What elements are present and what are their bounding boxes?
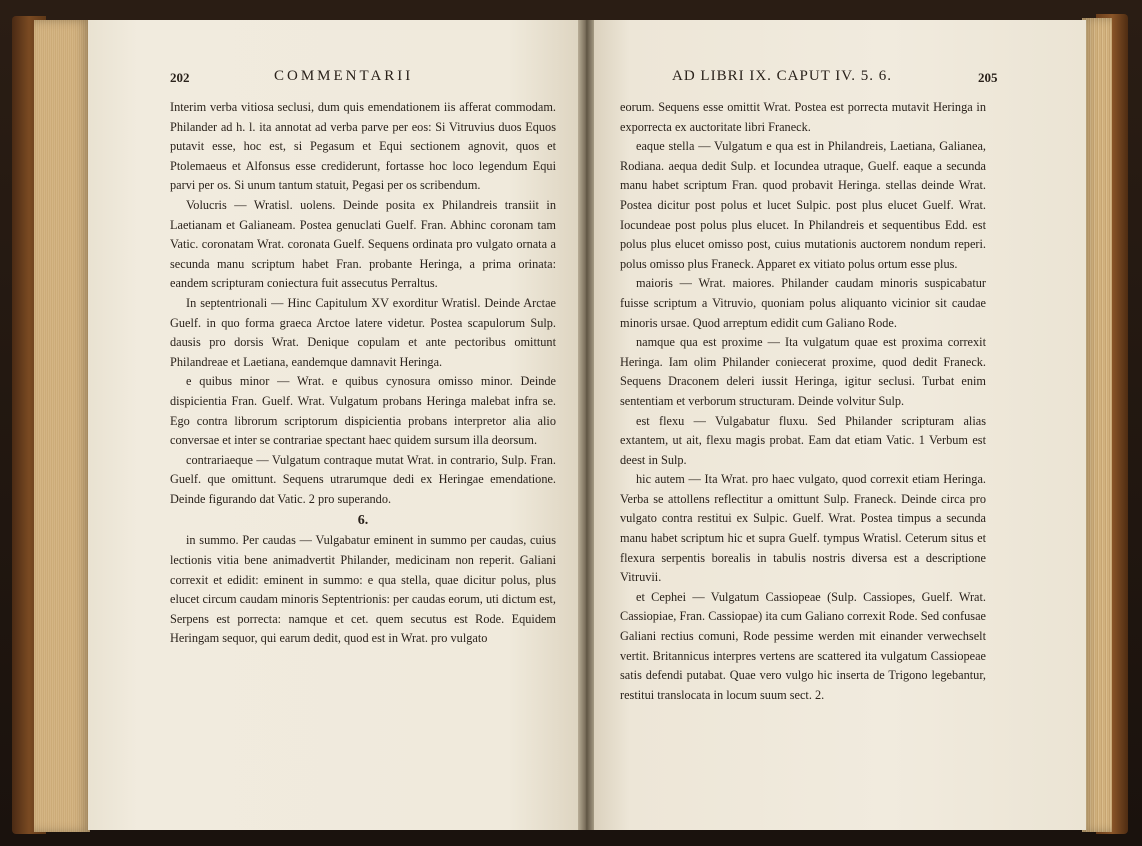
right-running-head: AD LIBRI IX. CAPUT IV. 5. 6.	[672, 68, 892, 84]
left-page-content	[170, 68, 556, 649]
left-page-header	[170, 68, 556, 90]
paragraph: eaque stella — Vulgatum e qua est in Philandreis, Laetiana, Galianea, Rodiana. aequa dedit Sulp. et Iocundea utraque, Guelf. eaque a secunda manu habet scriptum Fran. quod probavit Heringa. stellas deinde Wrat. Postea dicitur post polus et lucet Sulpic. post plus elucet Guelf. Wrat. Iocundeae post polus plus elucet. In Philandreis et sequentibus Edd. est polus plus elucet omisso post, cuius mutationis auctorem nondum reperi. polus omisso plus Franeck. Apparet ex vitiato polus ortum esse plus.	[620, 139, 986, 271]
paragraph: hic autem — Ita Wrat. pro haec vulgato, quod correxit etiam Heringa. Verba se attollens reflectitur a omittunt Sulp. Franeck. Deinde circa pro vulgato contra restitui ex Sulpic. Guelf. Wrat. Postea timpus a secunda manu habet scriptum hic et supra Guelf. tympus Wratisl. Ceterum situs et flexura serpentis borealis in tabulis nostris diversa est a descriptione Vitruvii.	[620, 472, 986, 585]
paragraph: in summo. Per caudas — Vulgabatur eminent in summo per caudas, cuius lectionis vitia bene animadvertit Philander, medicinam non reperit. Galiani correxit et edidit: eminent in summo: e qua stella, quae dicitur polus, plus elucet circum caudam minoris Septentrionis: per caudas eorum, uti dictum est, Serpens est porrecta: namque et cet. quem secutus est Rode. Equidem Heringam sequor, qui earum dedit, quod est in Wrat. pro vulgato	[170, 533, 556, 646]
paragraph: est flexu — Vulgabatur fluxu. Sed Philander scripturam alias extantem, ut ait, flexu magis probat. Eam dat etiam Vatic. 1 Verbum est deest in Sulp.	[620, 413, 986, 467]
paragraph: eorum. Sequens esse omittit Wrat. Postea est porrecta mutavit Heringa in exporrecta ex auctoritate libri Franeck.	[620, 100, 986, 134]
paragraph: maioris — Wrat. maiores. Philander caudam minoris suspicabatur fuisse scriptum a Vitruvio, quoniam polus aliquanto vicinior sit caudae minoris ursae. Quod arreptum edidit cum Galiano Rode.	[620, 276, 986, 330]
left-page-number: 202	[170, 70, 190, 85]
paragraph: Volucris — Wratisl. uolens. Deinde posita ex Philandreis transiit in Laetianam et Galianeam. Postea genuclati Guelf. Fran. Abhinc coronam tam Vatic. coronatam Wrat. coronata Guelf. Sequens ordinata pro vulgato ornata a secunda manu scriptum habet Fran. probante Heringa, a prima orinata: eandem scripturam coniectura fuit assecutus Perraltus.	[170, 197, 556, 291]
left-running-head: COMMENTARII	[274, 68, 414, 84]
paragraph: In septentrionali — Hinc Capitulum XV exorditur Wratisl. Deinde Arctae Guelf. in quo forma graeca Arctoe latere videtur. Postea scapulorum Sulp. dausis pro dorsis Wrat. Denique copulam et ante pectoribus omittunt Philandreae et Laetiana, eandemque damnavit Heringa.	[170, 295, 556, 369]
paragraph: et Cephei — Vulgatum Cassiopeae (Sulp. Cassiopes, Guelf. Wrat. Cassiopiae, Fran. Cassiopae) ita cum Galiano correxit Rode. Sed confusae Galiani rectius comuni, Rode pessime werden mit einander verwechselt vertit. Britannicus interpres vertens are scattered ita vulgatum Cassiopeae satis defendi putabat. Quae vero vulgo hic inserta de Trigono legebantur, restitui translocata in locum suum sect. 2.	[620, 589, 986, 702]
paragraph: e quibus minor — Wrat. e quibus cynosura omisso minor. Deinde dispicientia Fran. Guelf. Wrat. Vulgatum probans Heringa malebat infra se. Ego contra librorum scriptorum dispicientia probans interpretor alia alio conversae et inter se contrariae spectant haec quidem sursum illa deorsum.	[170, 374, 556, 448]
left-page-body	[170, 98, 556, 649]
right-page-number: 205	[978, 70, 998, 85]
section-number: 6.	[357, 513, 369, 529]
right-page-body	[620, 98, 986, 705]
paragraph: namque qua est proxime — Ita vulgatum quae est proxima correxit Heringa. Iam olim Philander coniecerat proxime, quod dedit Franeck. Sequens Draconem deleri iussit Heringa, igitur seclusi. Turbat enim sententiam et verborum structuram. Deinde volvitur Sulp.	[620, 335, 986, 408]
right-page-header	[620, 68, 998, 90]
right-page-content	[620, 68, 998, 705]
paragraph: contrariaeque — Vulgatum contraque mutat Wrat. in contrario, Sulp. Fran. Guelf. que omittunt. Sequens utrarumque dedi ex Heringae emendatione. Deinde figurando dat Vatic. 2 pro superando.	[170, 452, 556, 506]
right-page-edges	[1082, 18, 1112, 832]
paragraph: Interim verba vitiosa seclusi, dum quis emendationem iis afferat commodam. Philander ad h. l. ita annotat ad verba parve per eos: Si Vitruvius duos Equos putavit esse, hoc est, si Pegasum et Equi sectionem agnovit, quos et Ptolemaeus et Alfonsus esse crediderunt, fortasse hoc loco legendum Equi parvi per os. Si unum tantum statuit, Pegasi per os scribendum.	[170, 100, 556, 193]
left-page-edges	[34, 20, 90, 832]
book-gutter	[578, 20, 594, 830]
